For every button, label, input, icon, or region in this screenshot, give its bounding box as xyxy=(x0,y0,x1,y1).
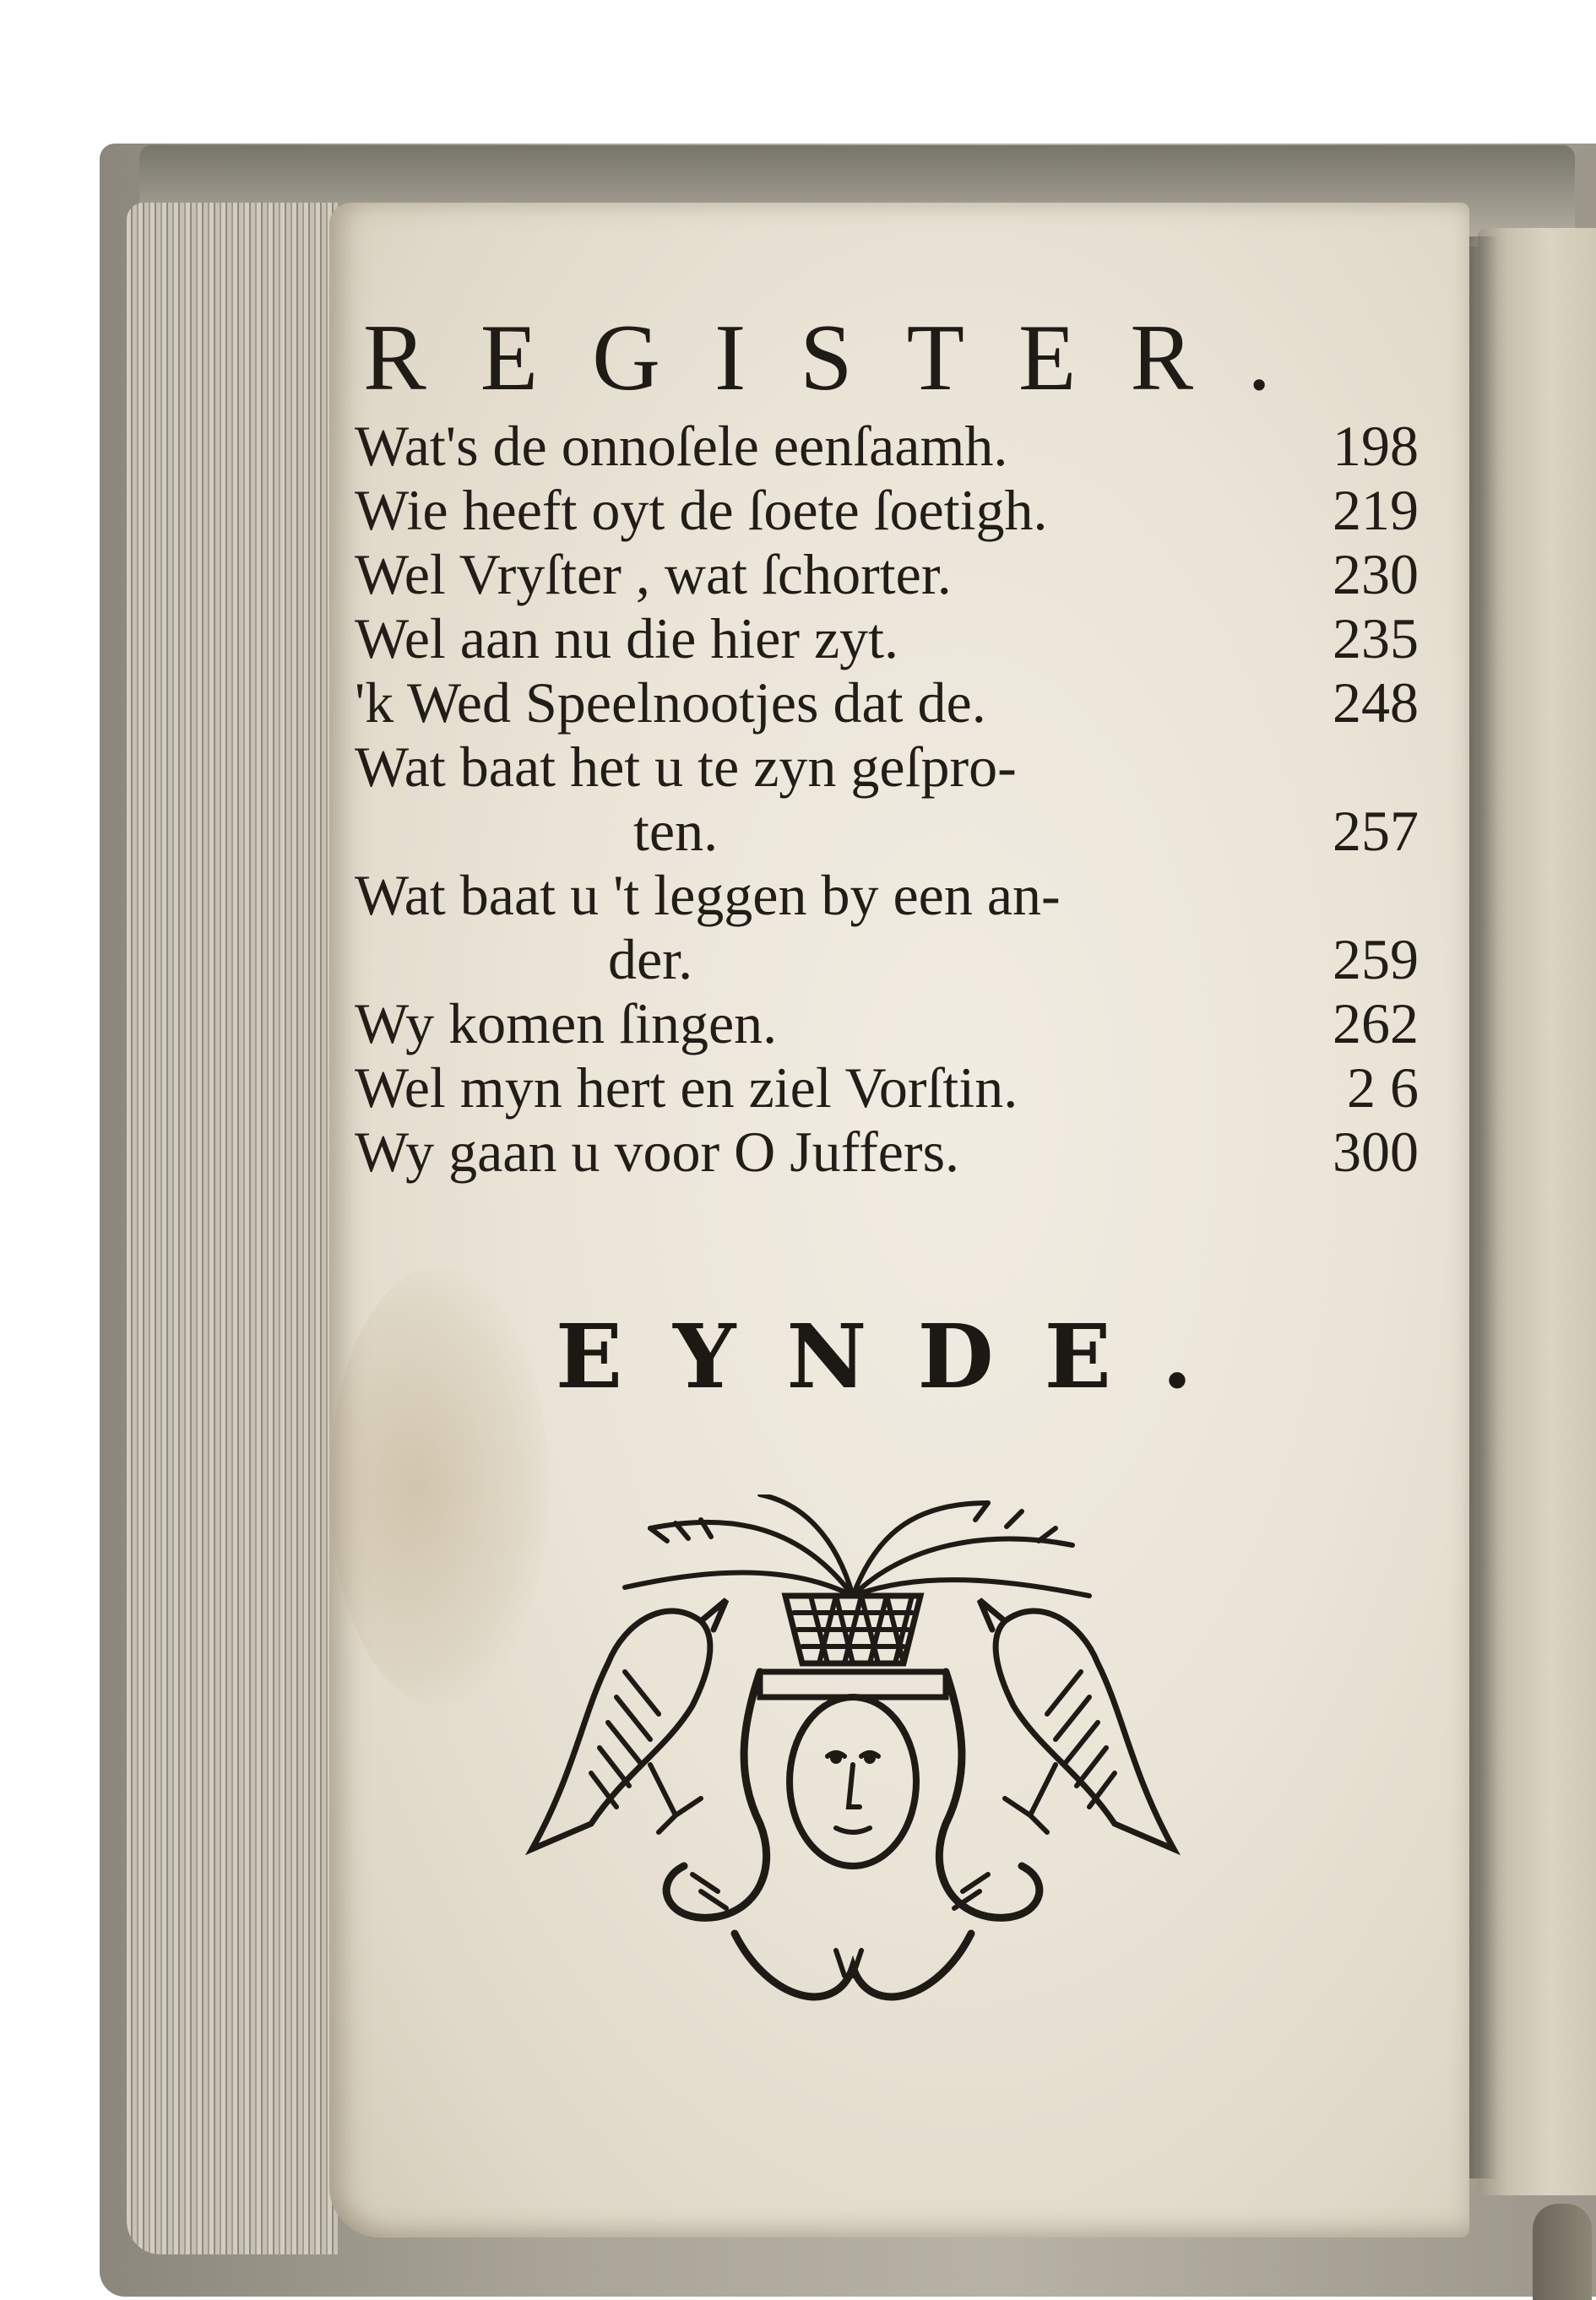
register-entry xyxy=(355,670,1419,735)
entry-page: 235 xyxy=(1333,606,1419,670)
entry-title: Wat baat het u te zyn geſpro- xyxy=(355,735,1017,799)
register-entry xyxy=(355,1055,1419,1120)
entry-page: 198 xyxy=(1333,414,1419,478)
entry-page: 2 6 xyxy=(1347,1055,1419,1120)
entry-title: der. xyxy=(608,927,693,991)
entry-title: Wel aan nu die hier zyt. xyxy=(355,606,899,670)
register-entry xyxy=(355,606,1419,670)
register-entry xyxy=(355,414,1419,478)
register-list xyxy=(355,414,1419,1184)
entry-title: Wie heeft oyt de ſoete ſoetigh. xyxy=(355,478,1048,542)
register-entry xyxy=(355,1120,1419,1184)
entry-page: 259 xyxy=(1333,927,1419,991)
register-entry xyxy=(355,735,1419,799)
entry-page: 257 xyxy=(1333,799,1419,863)
entry-title: Wat baat u 't leggen by een an- xyxy=(355,863,1061,927)
entry-page: 219 xyxy=(1333,478,1419,542)
ribbon-tab xyxy=(1533,2204,1592,2300)
register-entry xyxy=(355,542,1419,606)
entry-page: 230 xyxy=(1333,542,1419,606)
woodcut-birds-mask-ornament-icon xyxy=(481,1494,1224,2018)
register-entry xyxy=(355,991,1419,1055)
entry-title: Wel Vryſter , wat ſchorter. xyxy=(355,542,952,606)
entry-title: Wel myn hert en ziel Vorſtin. xyxy=(355,1055,1018,1120)
register-entry xyxy=(355,863,1419,927)
closing-eynde: EYNDE. xyxy=(555,1305,1244,1408)
entry-title: Wy gaan u voor O Juffers. xyxy=(355,1120,960,1184)
entry-title: Wat's de onnoſele eenſaamh. xyxy=(355,414,1008,478)
entry-title: ten. xyxy=(633,799,719,863)
entry-title: 'k Wed Speelnootjes dat de. xyxy=(355,670,986,735)
page-edges xyxy=(127,203,338,2254)
entry-page: 300 xyxy=(1333,1120,1419,1184)
register-heading: REGISTER. xyxy=(363,306,1326,410)
register-entry-continuation xyxy=(355,799,1419,863)
register-entry-continuation xyxy=(355,927,1419,991)
gutter-shadow xyxy=(1465,236,1499,2178)
entry-page: 248 xyxy=(1333,670,1419,735)
entry-title: Wy komen ſingen. xyxy=(355,991,778,1055)
entry-page: 262 xyxy=(1333,991,1419,1055)
register-entry xyxy=(355,478,1419,542)
